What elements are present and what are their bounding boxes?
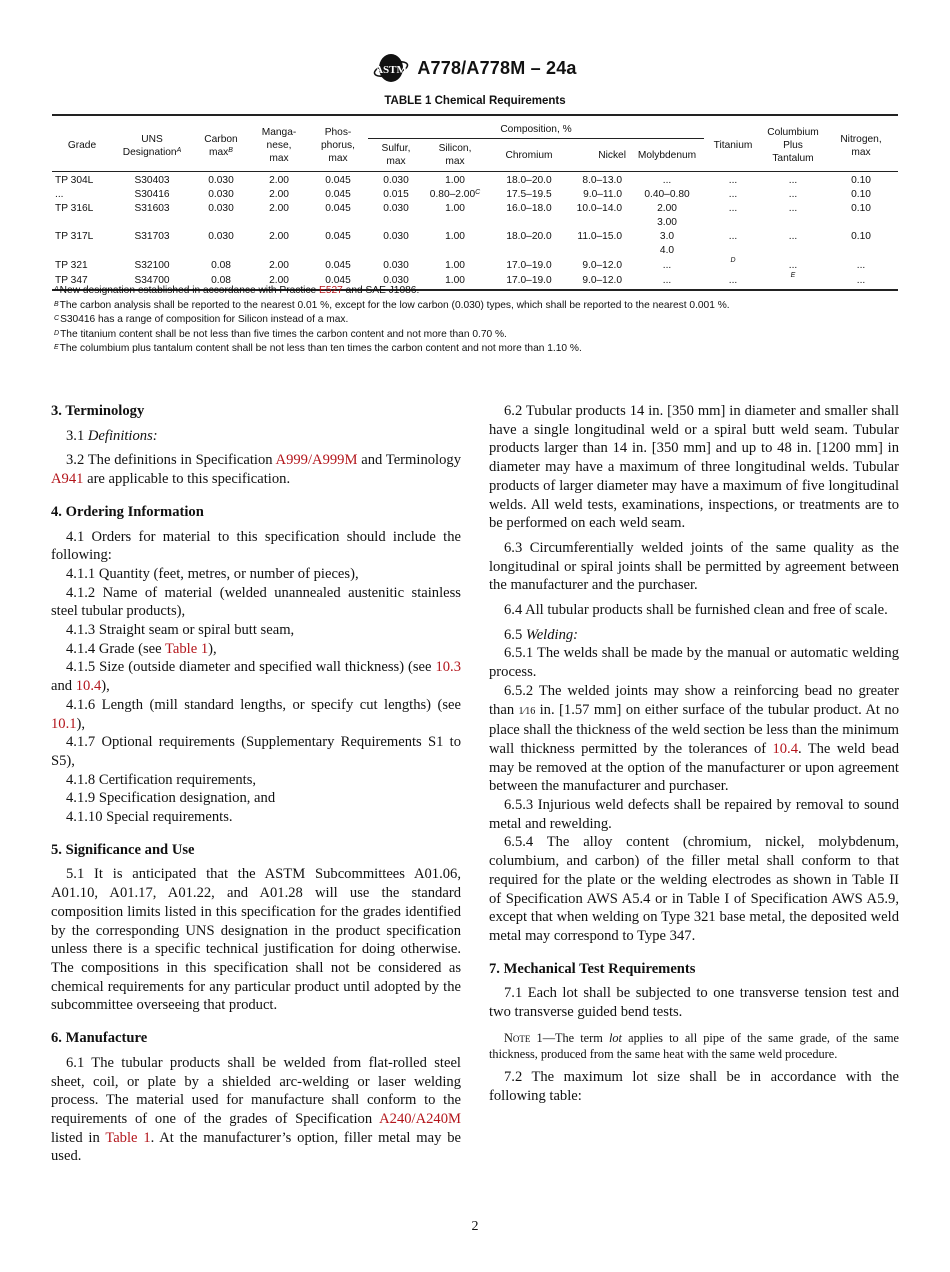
footnote-ref-d: D [730,257,736,264]
note-1: Note 1—The term lot applies to all pipe of the same grade, of the same thickness, produced from the same heat with the same weld procedure. [489,1030,899,1061]
table-row: TP 347 S34700 0.08 2.00 0.045 0.030 1.00 17.0–19.0 9.0–12.0 ... ... $^E$ ... [55,272,866,286]
item-4-1-10: 4.1.10 Special requirements. [66,809,233,826]
footnote-c: $^C$S30416 has a range of composition for Silicon instead of a max. [54,314,349,325]
link-a941[interactable]: A941 [51,471,84,488]
section-heading-manufacture: 6. Manufacture [51,1030,148,1047]
item-4-1-6: 4.1.6 Length (mill standard lengths, or specify cut lengths) (see 10.1), [51,696,461,732]
link-10-3[interactable]: 10.3 [435,659,461,676]
link-10-4[interactable]: 10.4 [75,678,102,695]
col-header-nitrogen: Nitrogen, max [840,133,882,158]
para-3-2: 3.2 The definitions in Specification A999/A999M and Terminology A941 are applicable to this specification. [51,452,461,488]
item-4-1-1: 4.1.1 Quantity (feet, metres, or number of pieces), [66,565,359,582]
para-7-1: 7.1 Each lot shall be subjected to one transverse tension test and two transverse guided bend tests. [489,985,899,1021]
para-6-5-2: 6.5.2 The welded joints may show a reinforcing bead no greater than 1⁄16 in. [1.57 mm] on either surface of the tubular product. At no place shall the thickness of the weld section be less than the minimum wall thickness permitted by the tolerances of 10.4. The weld bead may be removed at the option of the manufacturer or upon agreement between the manufacturer and purchaser. [489,682,899,795]
col-header-columbium: Columbium Plus Tantalum [767,127,819,164]
table-row: TP 304L S30403 0.030 2.00 0.045 0.030 1.00 18.0–20.0 8.0–13.0 ... ... ... 0.10 [55,175,871,186]
section-heading-terminology: 3. Terminology [51,403,145,419]
para-6-5-1: 6.5.1 The welds shall be made by the manual or automatic welding process. [489,645,899,681]
item-4-1-4: 4.1.4 Grade (see Table 1), [66,640,217,657]
col-header-phosphorus: Phos- phorus, max [321,127,355,164]
para-6-2: 6.2 Tubular products 14 in. [350 mm] in diameter and smaller shall have a single longitudinal weld or a spiral butt weld seam. Tubular products larger than 14 in. [350 mm] and up to 48 in. [1200 mm] in diameter may have a maximum of three longitudinal welds. Tubular products of larger diameter may have a maximum of five longitudinal welds. All weld tests, examinations, inspections, or treatments are to be performed on each weld seam. [489,403,899,532]
para-5-1: 5.1 It is anticipated that the ASTM Subcommittees A01.06, A01.10, A01.17, A01.22, and A01.28 will use the standard composition limits listed in this specification for the grades identified by the corresponding UNS designation in the product specification unless there is a specific technical justification for doing otherwise. The compositions in this specification shall not be considered as chemical requirements for any particular product until adopted by the subcommittee overseeing that product. [51,866,461,1014]
link-a999[interactable]: A999/A999M [275,452,358,469]
link-10-1[interactable]: 10.1 [51,715,77,732]
col-header-uns: UNS Designation$^A$ [122,133,182,158]
item-4-1-3: 4.1.3 Straight seam or spiral butt seam, [66,622,295,639]
table-title: TABLE 1 Chemical Requirements [384,95,566,107]
table-row: ... S30416 0.030 2.00 0.045 0.015 $0.80-2.00^C$ 17.5–19.5 9.0–11.0 0.40–0.80 ... ... 0.10 [55,189,871,200]
para-6-5-3: 6.5.3 Injurious weld defects shall be repaired by removal to sound metal and rewelding. [489,797,899,832]
section-heading-significance: 5. Significance and Use [51,841,195,858]
para-6-4: 6.4 All tubular products shall be furnished clean and free of scale. [504,602,888,619]
link-a240[interactable]: A240/A240M [379,1110,461,1127]
col-header-sulfur: Sulfur, max [381,143,411,167]
para-6-5: 6.5 Welding: [504,626,579,643]
col-header-nickel: Nickel [598,149,626,161]
item-4-1-7: 4.1.7 Optional requirements (Supplementary Requirements S1 to S5), [51,734,461,769]
col-header-chromium: Chromium [505,149,553,161]
footnote-e: $^E$The columbium plus tantalum content shall be not less than ten times the carbon content and not more than 1.10 %. [54,343,582,354]
link-10-4[interactable]: 10.4 [772,740,798,757]
para-6-5-4: 6.5.4 The alloy content (chromium, nickel, molybdenum, columbium, and carbon) of the filler metal shall conform to that required for the plate or the welding electrodes as shown in Table II of Specification AWS A5.4 or in Table I of Specification AWS A5.9, except that when welding on Type 321 base metal, the deposited weld metal may correspond to Type 347. [489,834,899,944]
right-column [489,402,899,1105]
col-group-composition: Composition, % [368,115,704,139]
item-4-1-8: 4.1.8 Certification requirements, [66,771,257,788]
item-4-1-2: 4.1.2 Name of material (welded unannealed austenitic stainless steel tubular products), [51,584,461,620]
footnote-a: $^A$New designation established in accordance with Practice E527 and SAE J1086. [54,285,420,296]
col-header-titanium: Titanium [713,140,753,151]
item-4-1-5: 4.1.5 Size (outside diameter and specified wall thickness) (see 10.3 and 10.4), [51,659,461,695]
table-row: TP 321 S32100 0.08 2.00 0.045 0.030 1.00 17.0–19.0 9.0–12.0 ... $^D$ ... ... [55,257,866,271]
footnote-d: $^D$The titanium content shall be not less than five times the carbon content and not more than 0.70 %. [54,328,507,340]
col-header-molybdenum: Molybdenum [637,149,697,161]
para-4-1: 4.1 Orders for material to this specification should include the following: [51,528,461,564]
table-row-continuation: 4.0 [659,245,675,256]
para-6-1: 6.1 The tubular products shall be welded from flat-rolled steel sheet, coil, or plate by a shielded arc-welding or laser welding process. The material used for manufacture shall conform to the requirements of one of the grades of Specification A240/A240M listed in Table 1. At the manufacturer’s option, filler metal may be used. [51,1054,461,1165]
section-heading-mechanical-test: 7. Mechanical Test Requirements [489,960,696,977]
link-table-1[interactable]: Table 1 [165,640,209,657]
para-3-1: 3.1 Definitions: [66,427,158,444]
table-row: TP 316L S31603 0.030 2.00 0.045 0.030 1.00 16.0–18.0 10.0–14.0 2.00 ... ... 0.10 [55,203,871,214]
table-header [52,115,898,172]
col-header-grade: Grade [67,140,97,151]
col-header-carbon: Carbon $\max^B$ [204,133,238,158]
table-row: TP 317L S31703 0.030 2.00 0.045 0.030 1.00 18.0–20.0 11.0–15.0 3.0 ... ... 0.10 [55,231,871,242]
chemical-requirements-table [52,114,898,291]
col-header-manganese: Manga- nese, max [261,127,297,164]
section-heading-ordering: 4. Ordering Information [51,503,204,520]
document-id: A778/A778M – 24a [417,57,577,78]
table-row-continuation: 3.00 [657,217,677,228]
link-table-1[interactable]: Table 1 [105,1129,151,1146]
para-7-2: 7.2 The maximum lot size shall be in accordance with the following table: [489,1068,899,1104]
footnote-ref-c: C [475,189,481,196]
col-header-silicon: Silicon, max [438,143,472,167]
svg-text:ASTM: ASTM [375,64,408,76]
item-4-1-9: 4.1.9 Specification designation, and [66,790,276,807]
footnote-b: $^B$The carbon analysis shall be reported to the nearest 0.01 %, except for the low carbon (0.030) types, which shall be reported to the nearest 0.001 %. [54,299,730,311]
footnote-ref-e: E [790,272,796,279]
page-number: 2 [471,1219,479,1234]
document-header [0,52,950,89]
left-column [51,402,461,1166]
link-e527[interactable]: E527 [319,285,343,296]
para-6-3: 6.3 Circumferentially welded joints of the same quality as the longitudinal or spiral joints shall be permitted by agreement between the manufacturer and the purchaser. [489,539,899,594]
astm-logo-icon [373,52,409,84]
table-body [52,172,898,291]
table-footnotes [54,284,904,357]
